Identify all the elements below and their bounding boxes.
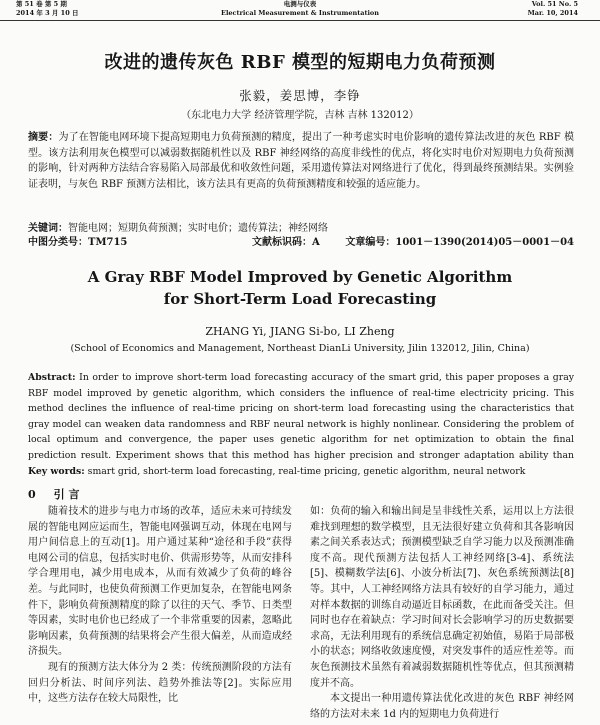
clc-number: 中图分类号：TM715 (28, 237, 128, 248)
title-cn: 改进的遗传灰色 RBF 模型的短期电力负荷预测 (104, 52, 496, 73)
authors-en: ZHANG Yi, JIANG Si-bo, LI Zheng (205, 325, 395, 338)
abstract-cn-text: 为了在智能电网环境下提高短期电力负荷预测的精度，提出了一种考虑实时电价影响的遗传算法改进的灰色 RBF 模型。该方法利用灰色模型可以减弱数据随机性以及 RBF 神经网络的高度非线性的优点，将化实时电价对短期电力负荷预测的影响，针对两种方法结合容易陷入局部最优和收敛性问题，采用遗传算法对网络进行了优化，得到最终预测结果。实例验证表明，与灰色 RBF 预测方法相比，该方法具有更高的负荷预测精度和较强的适应能力。 (28, 132, 574, 190)
paragraph: 现有的预测方法大体分为 2 类：传统预测阶段的方法有回归分析法、时间序列法、趋势外推法等[2]。实际应用中，这些方法存在较大局限性，比 (28, 661, 292, 705)
title-en-line1: A Gray RBF Model Improved by Genetic Algorithm (87, 268, 513, 286)
paragraph: 本文提出一种用遗传算法优化改进的灰色 RBF 神经网络的方法对未来 1d 内的短期电力负荷进行 (310, 693, 574, 720)
classification-row (28, 236, 574, 250)
document-code: 文献标识码：A (252, 237, 320, 248)
keywords-cn-label: 关键词： (28, 223, 68, 234)
affiliation-en: (School of Economics and Management, Northeast DianLi University, Jilin 132012, Jilin, China) (70, 343, 530, 354)
section-title: 引 言 (53, 488, 80, 501)
abstract-cn (28, 130, 574, 222)
journal-header (0, 0, 600, 21)
keywords-cn (28, 221, 574, 237)
title-en (0, 266, 600, 310)
paragraph: 如：负荷的输入和输出间是呈非线性关系，运用以上方法很难找到理想的数学模型，且无法很好建立负荷和其各影响因素之间关系表达式；预测模型缺乏自学习能力以及预测准确度不高。现代预测方法包括人工神经网络[3-4]、系统法[5]、模糊数学法[6]、小波分析法[7]、灰色系统预测法[8]等。其中，人工神经网络方法具有较好的自学习能力，通过对样本数据的训练自动逼近目标函数，在此而备受关注。但同时也存在着缺点：学习时间对长会影响学习的历史数据要求高，无法利用现有的系统信息确定初始值，易陷于局部极小的状态；网络收敛速度慢，对突发事件的适应性差等。而灰色预测技术虽然有着减弱数据随机性等优点，但其预测精度并不高。 (310, 506, 574, 689)
keywords-en (28, 464, 574, 480)
section-heading (28, 486, 80, 502)
body-column-left (28, 504, 292, 720)
keywords-en-text: smart grid, short-term load forecasting, real-time pricing, genetic algorithm, neural network (87, 466, 526, 477)
header-date-en: Mar. 10, 2014 (527, 9, 578, 17)
section-number: 0 (28, 488, 36, 501)
header-journal-cn: 电测与仪表 (283, 0, 317, 8)
keywords-cn-text: 智能电网；短期负荷预测；实时电价；遗传算法；神经网络 (68, 223, 328, 234)
affiliation-cn: （东北电力大学 经济管理学院，吉林 吉林 132012） (181, 110, 419, 121)
abstract-en-label: Abstract: (28, 372, 76, 383)
header-journal-en: Electrical Measurement & Instrumentation (220, 9, 379, 17)
header-volume-en: Vol. 51 No. 5 (531, 0, 578, 8)
abstract-cn-label: 摘要： (28, 132, 59, 143)
keywords-en-label: Key words: (28, 466, 85, 477)
title-en-line2: for Short-Term Load Forecasting (163, 290, 437, 308)
header-date-cn: 2014 年 3 月 10 日 (16, 9, 79, 17)
article-number: 文章编号：1001－1390(2014)05－0001－04 (345, 237, 574, 248)
body-column-right (310, 504, 574, 720)
authors-cn: 张毅，姜思博，李铮 (239, 88, 361, 103)
header-volume: 第 51 卷 第 5 期 (16, 0, 67, 8)
paragraph: 随着技术的进步与电力市场的改革，适应未来可持续发展的智能电网应运而生，智能电网强调互动，体现在电网与用户间信息上的互动[1]。用户通过某种“途径和手段”获得电网公司的信息，包括实时电价、供需形势等，从而安排科学合理用电，减少用电成本，从而有效减少了负荷的峰谷差。与此同时，也使负荷预测工作更加复杂，在智能电网条件下，影响负荷预测精度的除了以往的天气、季节、日类型等因素，实时电价也已经成了一个非常重要的因素，忽略此影响因素，负荷预测的结果将会产生很大偏差，从而造成经济损失。 (28, 506, 292, 658)
abstract-en (28, 370, 574, 464)
abstract-en-text: In order to improve short-term load forecasting accuracy of the smart grid, this paper proposes a gray RBF model improved by genetic algorithm, which considers the influence of real-time electricity pricing. This method declines the influence of real-time pricing on short-term load forecasting using the characteristics that gray model can weaken data randomness and RBF neural network is highly nonlinear. Considering the problem of local optimum and convergence, the paper uses genetic algorithm for net optimization to obtain the final prediction result. Experiment shows that this method has higher precision and stronger adaptation ability than (28, 372, 574, 461)
